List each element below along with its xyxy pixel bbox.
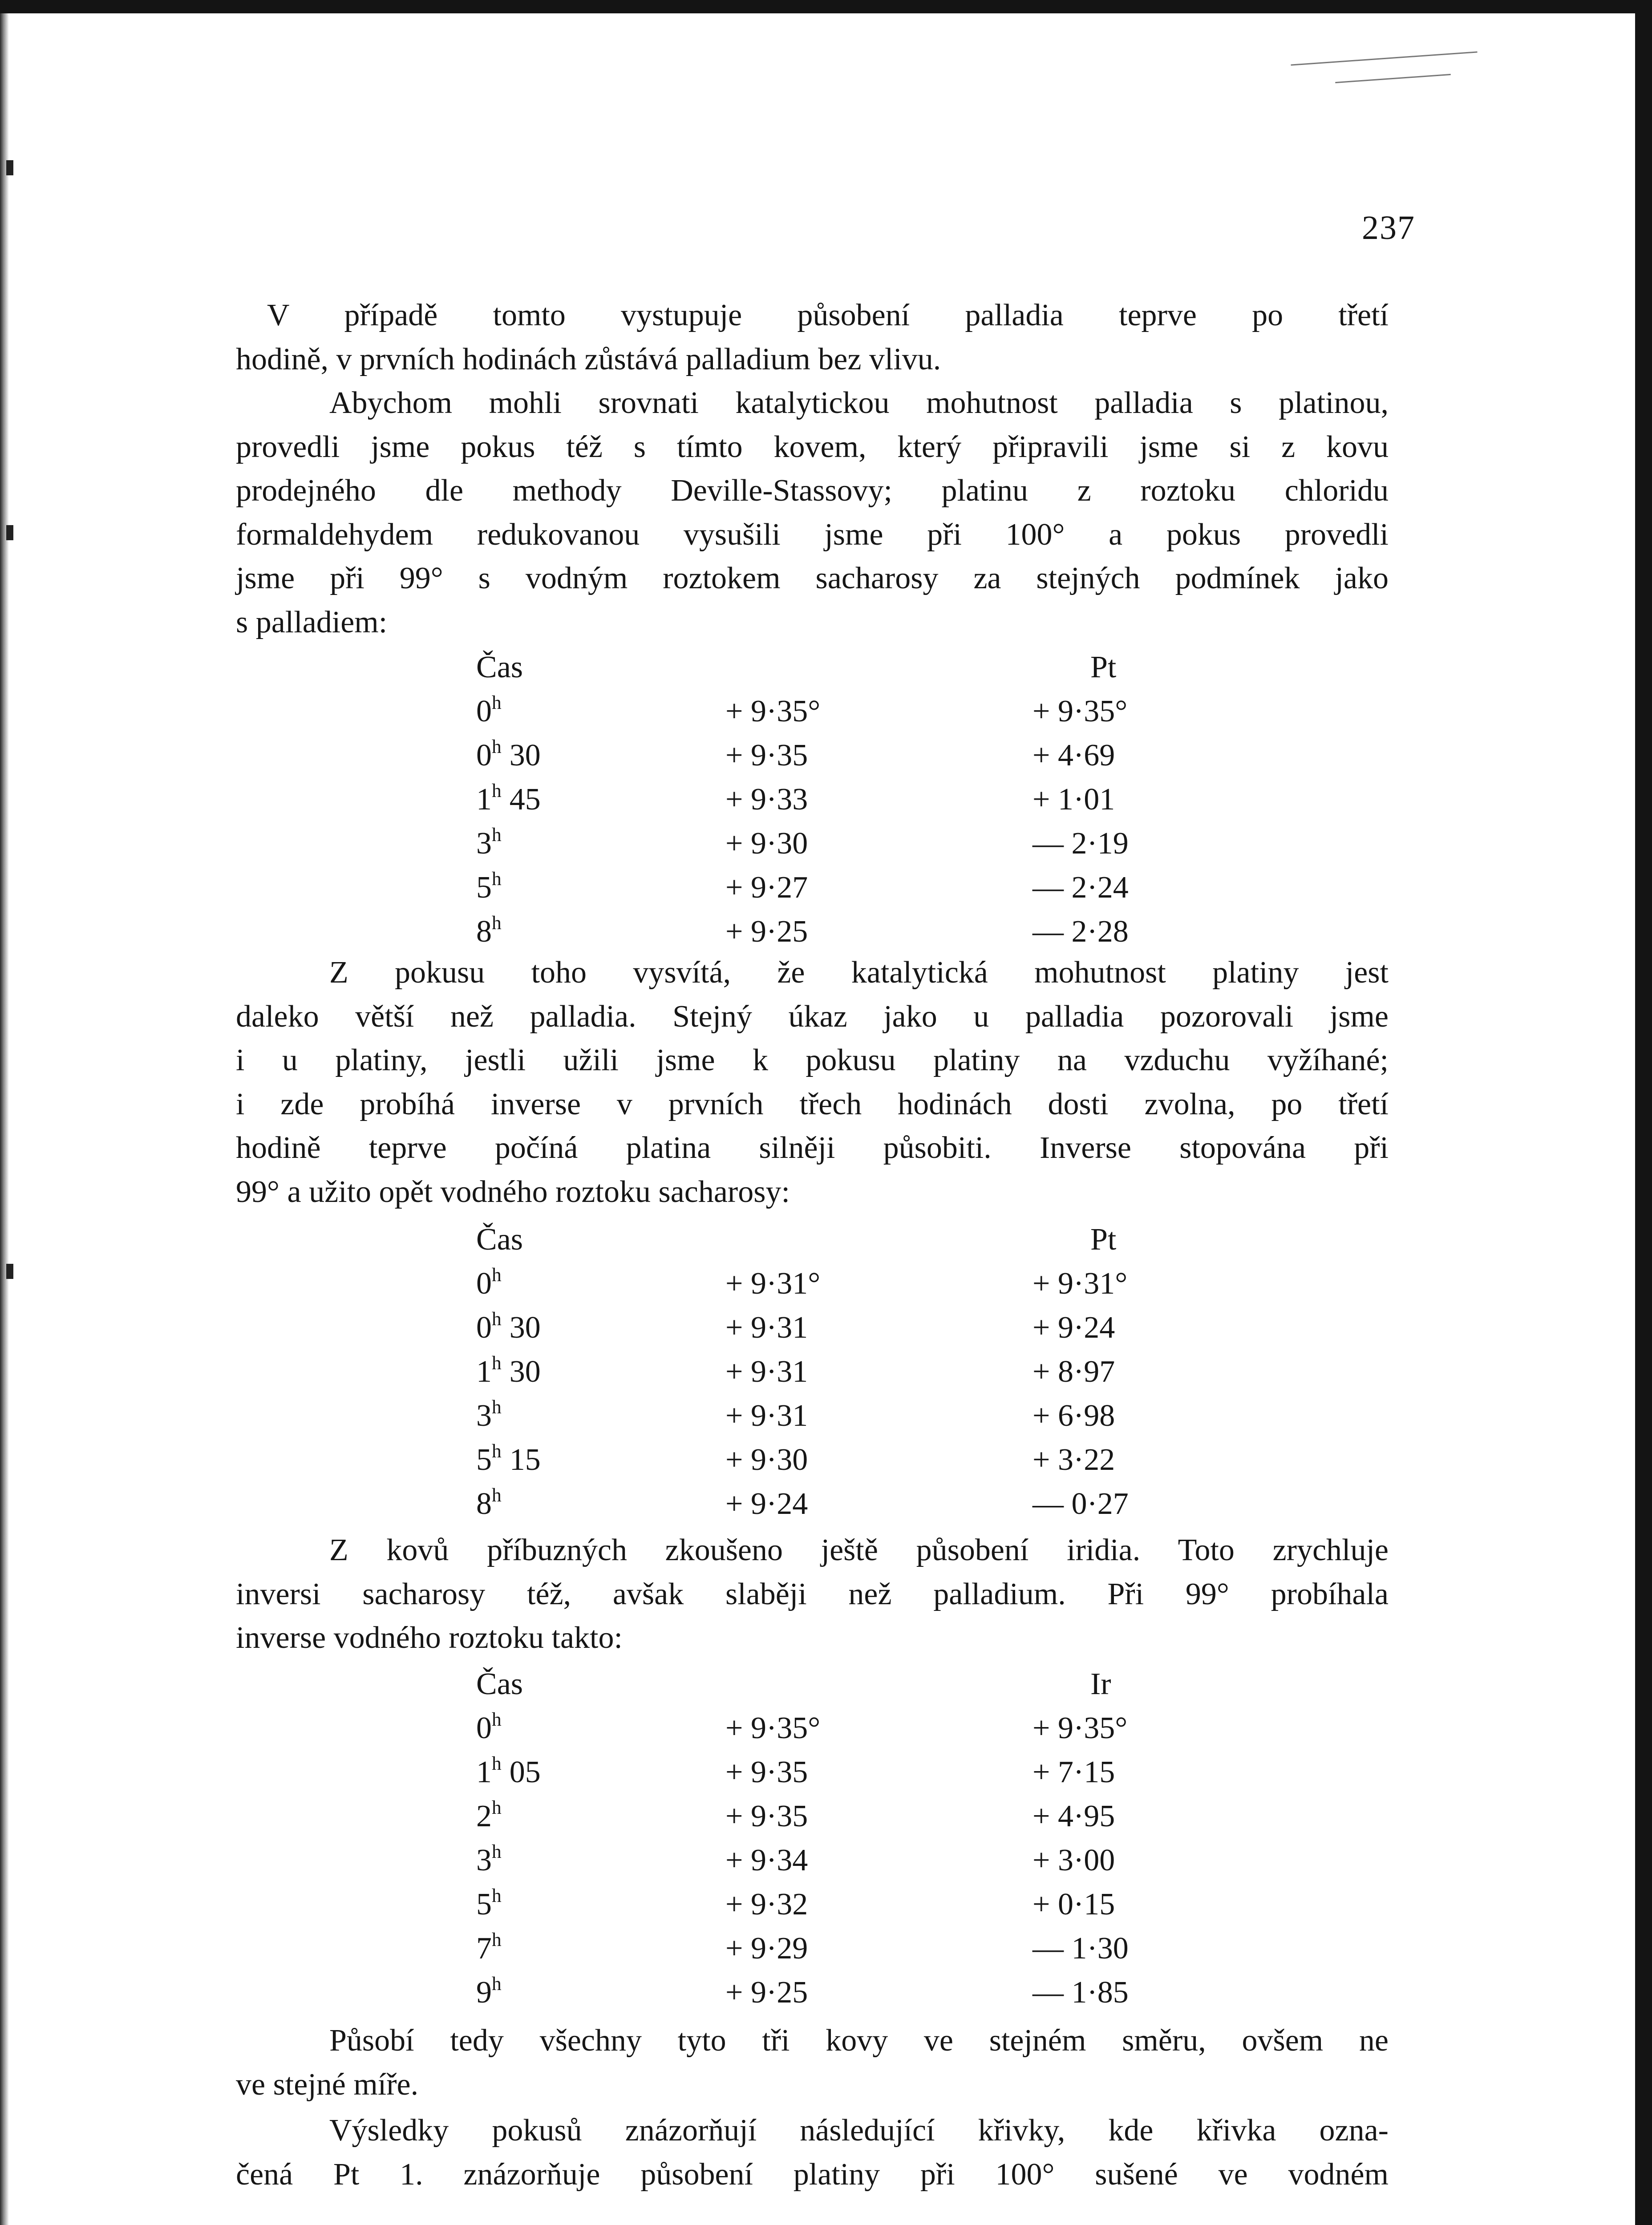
- metal-value: + 9·31°: [1032, 1266, 1128, 1301]
- time-cell: [476, 1482, 510, 1526]
- table-row: [236, 1706, 1389, 1750]
- time-cell: [476, 1926, 510, 1970]
- metal-value: + 9·35°: [1032, 1711, 1128, 1745]
- time-minutes: 45: [509, 782, 541, 817]
- control-value: + 9·31: [725, 1311, 808, 1345]
- time-cell: [476, 1794, 510, 1838]
- text-line: formaldehydem redukovanou vysušili jsme při 100° a pokus provedli: [236, 517, 1389, 552]
- table-row: [236, 1262, 1389, 1306]
- text-line: jsme při 99° s vodným roztokem sacharosy za stejných podmínek jako: [236, 561, 1389, 596]
- text-line: provedli jsme pokus též s tímto kovem, který připravili jsme si z kovu: [236, 429, 1389, 464]
- header-metal: Pt: [1090, 650, 1117, 684]
- hour-mark: h: [492, 1885, 502, 1906]
- text-line: Z pokusu toho vysvítá, že katalytická mohutnost platiny jest: [329, 955, 1389, 990]
- table-header: [236, 1662, 1389, 1706]
- table-header: [236, 645, 1389, 689]
- hour-mark: h: [492, 1396, 502, 1418]
- time-cell: [476, 1350, 541, 1394]
- table-pt-2: [236, 1218, 1389, 1526]
- control-value: + 9·33: [725, 782, 808, 817]
- metal-value: + 4·69: [1032, 738, 1115, 773]
- time-cell: [476, 1838, 510, 1882]
- text-line: inversi sacharosy též, avšak slaběji než palladium. Při 99° probíhala: [236, 1577, 1389, 1611]
- edge-mark: [6, 160, 13, 175]
- table-row: [236, 866, 1389, 910]
- time-hours: 0: [476, 1266, 492, 1301]
- metal-value: + 9·24: [1032, 1311, 1115, 1345]
- metal-value: + 6·98: [1032, 1399, 1115, 1433]
- hour-mark: h: [492, 1973, 502, 1994]
- control-value: + 9·34: [725, 1843, 808, 1877]
- time-cell: [476, 1394, 510, 1438]
- hour-mark: h: [492, 868, 502, 890]
- hour-mark: h: [492, 824, 502, 846]
- hour-mark: h: [492, 1752, 502, 1774]
- hour-mark: h: [492, 1841, 502, 1862]
- time-hours: 5: [476, 1443, 492, 1477]
- page-number: 237: [1362, 209, 1415, 247]
- time-hours: 3: [476, 826, 492, 861]
- table-header: [236, 1218, 1389, 1262]
- text-line: ve stejné míře.: [236, 2067, 419, 2102]
- text-line: Z kovů příbuzných zkoušeno ještě působení iridia. Toto zrychluje: [329, 1533, 1389, 1567]
- time-minutes: 30: [509, 1311, 541, 1345]
- time-cell: [476, 1306, 541, 1350]
- control-value: + 9·35: [725, 1755, 808, 1789]
- control-value: + 9·29: [725, 1931, 808, 1966]
- time-cell: [476, 777, 541, 821]
- metal-value: — 0·27: [1032, 1487, 1129, 1521]
- control-value: + 9·35°: [725, 1711, 821, 1745]
- control-value: + 9·30: [725, 826, 808, 861]
- hour-mark: h: [492, 1484, 502, 1506]
- metal-value: — 2·19: [1032, 826, 1129, 861]
- table-row: [236, 1838, 1389, 1882]
- hour-mark: h: [492, 912, 502, 934]
- header-time: Čas: [476, 650, 523, 684]
- metal-value: + 8·97: [1032, 1355, 1115, 1389]
- text-line: prodejného dle methody Deville-Stassovy; platinu z roztoku chloridu: [236, 473, 1389, 508]
- hour-mark: h: [492, 1352, 502, 1374]
- metal-value: + 9·35°: [1032, 694, 1128, 728]
- text-line: inverse vodného roztoku takto:: [236, 1621, 623, 1655]
- hour-mark: h: [492, 780, 502, 801]
- time-hours: 2: [476, 1799, 492, 1833]
- time-hours: 8: [476, 1487, 492, 1521]
- hour-mark: h: [492, 736, 502, 757]
- time-cell: [476, 1882, 510, 1926]
- time-hours: 0: [476, 738, 492, 773]
- table-row: [236, 1794, 1389, 1838]
- control-value: + 9·31: [725, 1355, 808, 1389]
- paragraph-5: [236, 2019, 1389, 2107]
- table-row: [236, 1926, 1389, 1970]
- text-line: 99° a užito opět vodného roztoku sacharosy:: [236, 1174, 790, 1209]
- table-pt-1: [236, 645, 1389, 954]
- metal-value: — 2·28: [1032, 914, 1129, 949]
- time-minutes: 30: [509, 738, 541, 773]
- table-row: [236, 1394, 1389, 1438]
- text-line: Působí tedy všechny tyto tři kovy ve stejném směru, ovšem ne: [329, 2023, 1389, 2058]
- text-line: daleko větší než palladia. Stejný úkaz jako u palladia pozorovali jsme: [236, 999, 1389, 1034]
- control-value: + 9·35°: [725, 694, 821, 728]
- text-line: hodině, v prvních hodinách zůstává palladium bez vlivu.: [236, 342, 941, 376]
- edge-mark: [6, 1264, 13, 1279]
- time-hours: 0: [476, 694, 492, 728]
- header-time: Čas: [476, 1222, 523, 1257]
- table-row: [236, 777, 1389, 821]
- time-minutes: 05: [509, 1755, 541, 1789]
- time-cell: [476, 1706, 510, 1750]
- time-cell: [476, 1438, 541, 1482]
- metal-value: + 3·00: [1032, 1843, 1115, 1877]
- table-row: [236, 1438, 1389, 1482]
- control-value: + 9·25: [725, 914, 808, 949]
- text-line: Abychom mohli srovnati katalytickou mohutnost palladia s platinou,: [329, 386, 1389, 420]
- text-line: hodině teprve počíná platina silněji působiti. Inverse stopována při: [236, 1131, 1389, 1165]
- table-row: [236, 1482, 1389, 1526]
- metal-value: — 2·24: [1032, 870, 1129, 905]
- time-hours: 8: [476, 914, 492, 949]
- hour-mark: h: [492, 1440, 502, 1462]
- table-row: [236, 910, 1389, 954]
- time-cell: [476, 733, 541, 777]
- time-hours: 1: [476, 1755, 492, 1789]
- time-cell: [476, 866, 510, 910]
- control-value: + 9·27: [725, 870, 808, 905]
- time-hours: 9: [476, 1975, 492, 2010]
- time-cell: [476, 1970, 510, 2015]
- metal-value: + 3·22: [1032, 1443, 1115, 1477]
- control-value: + 9·30: [725, 1443, 808, 1477]
- time-hours: 5: [476, 1887, 492, 1922]
- time-hours: 7: [476, 1931, 492, 1966]
- control-value: + 9·35: [725, 1799, 808, 1833]
- time-hours: 0: [476, 1311, 492, 1345]
- paragraph-4: [236, 1529, 1389, 1660]
- text-line: i u platiny, jestli užili jsme k pokusu platiny na vzduchu vyžíhané;: [236, 1043, 1389, 1078]
- hour-mark: h: [492, 1796, 502, 1818]
- table-row: [236, 1350, 1389, 1394]
- control-value: + 9·31°: [725, 1266, 821, 1301]
- header-time: Čas: [476, 1667, 523, 1701]
- control-value: + 9·35: [725, 738, 808, 773]
- text-line: V případě tomto vystupuje působení palladia teprve po třetí: [267, 298, 1389, 332]
- time-minutes: 15: [509, 1443, 541, 1477]
- text-line: s palladiem:: [236, 605, 388, 639]
- time-minutes: 30: [509, 1355, 541, 1389]
- text-line: čená Pt 1. znázorňuje působení platiny při 100° sušené ve vodném: [236, 2157, 1389, 2192]
- paragraph-3: [236, 951, 1389, 1214]
- table-row: [236, 733, 1389, 777]
- time-cell: [476, 689, 510, 733]
- time-cell: [476, 1262, 510, 1306]
- metal-value: — 1·30: [1032, 1931, 1129, 1966]
- hour-mark: h: [492, 1708, 502, 1730]
- table-row: [236, 689, 1389, 733]
- time-hours: 1: [476, 1355, 492, 1389]
- time-hours: 3: [476, 1399, 492, 1433]
- header-metal: Ir: [1090, 1667, 1111, 1701]
- time-cell: [476, 821, 510, 866]
- paragraph-6: [236, 2109, 1389, 2197]
- time-hours: 3: [476, 1843, 492, 1877]
- edge-mark: [6, 525, 13, 540]
- text-line: i zde probíhá inverse v prvních třech hodinách dosti zvolna, po třetí: [236, 1087, 1389, 1121]
- time-cell: [476, 910, 510, 954]
- hour-mark: h: [492, 1929, 502, 1950]
- hour-mark: h: [492, 1264, 502, 1286]
- hour-mark: h: [492, 692, 502, 713]
- metal-value: + 1·01: [1032, 782, 1115, 817]
- paragraph-2: [236, 381, 1389, 645]
- table-row: [236, 1750, 1389, 1794]
- metal-value: + 7·15: [1032, 1755, 1115, 1789]
- table-row: [236, 1306, 1389, 1350]
- header-metal: Pt: [1090, 1222, 1117, 1257]
- table-row: [236, 1970, 1389, 2015]
- metal-value: + 4·95: [1032, 1799, 1115, 1833]
- control-value: + 9·24: [725, 1487, 808, 1521]
- hour-mark: h: [492, 1308, 502, 1330]
- table-ir: [236, 1662, 1389, 2015]
- time-hours: 1: [476, 782, 492, 817]
- table-row: [236, 1882, 1389, 1926]
- control-value: + 9·32: [725, 1887, 808, 1922]
- paragraph-1: [236, 294, 1389, 381]
- time-cell: [476, 1750, 541, 1794]
- table-row: [236, 821, 1389, 866]
- control-value: + 9·25: [725, 1975, 808, 2010]
- metal-value: — 1·85: [1032, 1975, 1129, 2010]
- control-value: + 9·31: [725, 1399, 808, 1433]
- metal-value: + 0·15: [1032, 1887, 1115, 1922]
- text-line: Výsledky pokusů znázorňují následující křivky, kde křivka ozna-: [329, 2113, 1389, 2148]
- time-hours: 0: [476, 1711, 492, 1745]
- time-hours: 5: [476, 870, 492, 905]
